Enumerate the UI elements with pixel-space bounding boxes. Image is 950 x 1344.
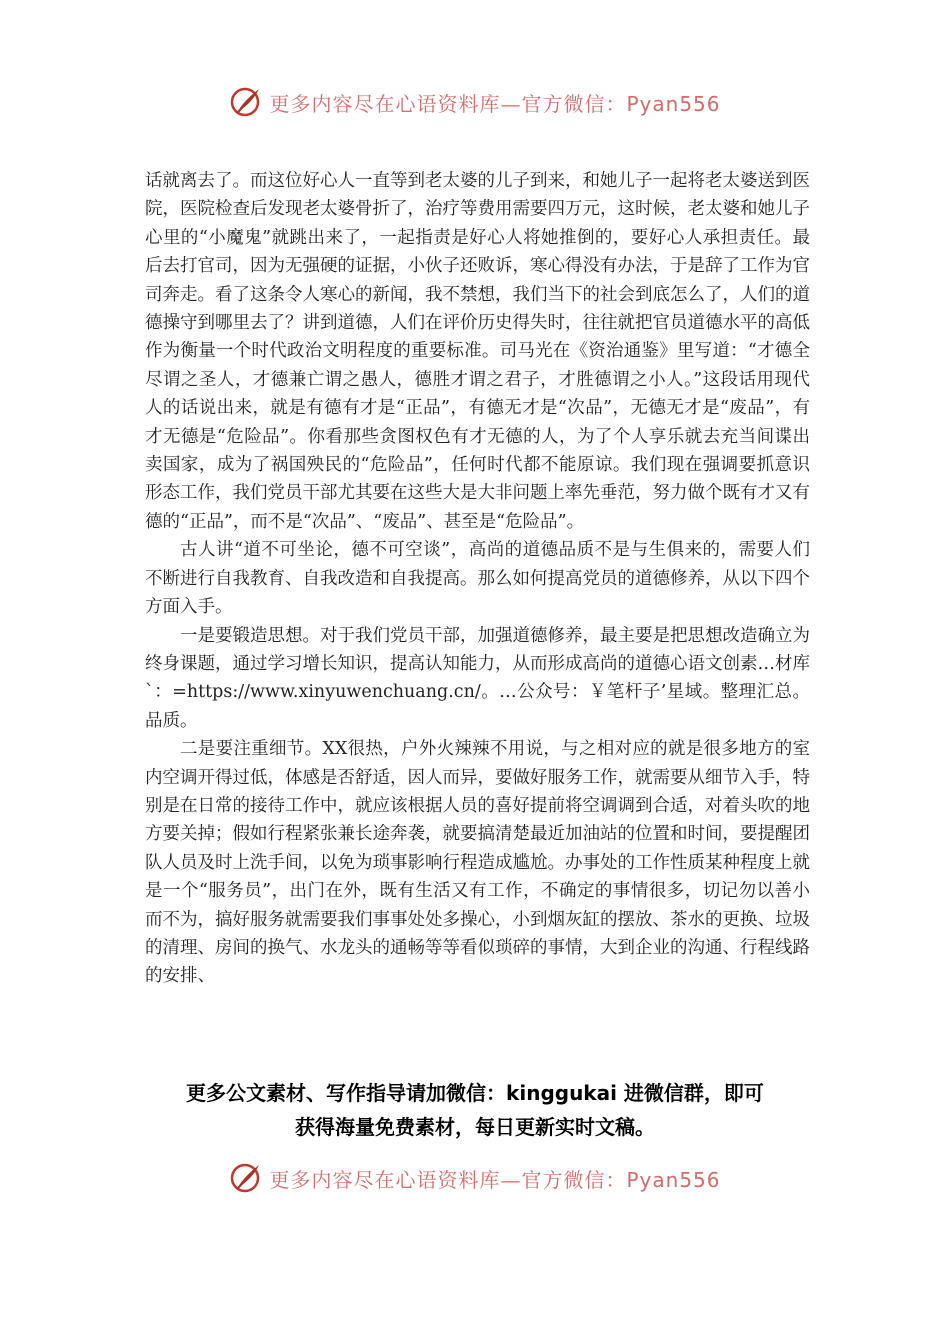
footer-wechat-id: Pyan556 <box>626 1167 721 1192</box>
promo-notice <box>120 1076 830 1144</box>
promo-line-1: 更多公文素材、写作指导请加微信：kinggukai 进微信群，即可 <box>186 1081 764 1105</box>
paragraph-1: 话就离去了。而这位好心人一直等到老太婆的儿子到来，和她儿子一起将老太婆送到医院，医院检查后发现老太婆骨折了，治疗等费用需要四万元，这时候，老太婆和她儿子心里的“小魔鬼”就跳出来了，一起指责是好心人将她推倒的，要好心人承担责任。最后去打官司，因为无强硬的证据，小伙子还败诉，寒心得没有办法，于是辞了工作为官司奔走。看了这条令人寒心的新闻，我不禁想，我们当下的社会到底怎么了，人们的道德操守到哪里去了？讲到道德，人们在评价历史得失时，往往就把官员道德水平的高低作为衡量一个时代政治文明程度的重要标准。司马光在《资治通鉴》里写道：“才德全尽谓之圣人，才德兼亡谓之愚人，德胜才谓之君子，才胜德谓之小人。”这段话用现代人的话说出来，就是有德有才是“正品”，有德无才是“次品”，无德无才是“废品”，有才无德是“危险品”。你看那些贪图权色有才无德的人，为了个人享乐就去充当间谍出卖国家，成为了祸国殃民的“危险品”，任何时代都不能原谅。我们现在强调要抓意识形态工作，我们党员干部尤其要在这些大是大非问题上率先垂范，努力做个既有才又有德的“正品”，而不是“次品”、“废品”、甚至是“危险品”。 <box>145 171 810 532</box>
footer-banner <box>0 1158 950 1198</box>
quill-logo-icon <box>229 1161 263 1195</box>
paragraph-4: 二是要注重细节。XX很热，户外火辣辣不用说，与之相对应的就是很多地方的室内空调开得过低，体感是否舒适，因人而异，要做好服务工作，就需要从细节入手，特别是在日常的接待工作中，就应该根据人员的喜好提前将空调调到合适，对着头吹的地方要关掉；假如行程紧张兼长途奔袭，就要搞清楚最近加油站的位置和时间，要提醒团队人员及时上洗手间，以免为琐事影响行程造成尴尬。办事处的工作性质某种程度上就是一个“服务员”，出门在外，既有生活又有工作，不确定的事情很多，切记勿以善小而不为，搞好服务就需要我们事事处处多操心，小到烟灰缸的摆放、茶水的更换、垃圾的清理、房间的换气、水龙头的通畅等等看似琐碎的事情，大到企业的沟通、行程线路的安排、 <box>145 739 810 987</box>
document-body <box>145 167 810 991</box>
footer-banner-text: 更多内容尽在心语资料库—官方微信：Pyan556 <box>269 1167 721 1192</box>
header-banner <box>0 82 950 122</box>
paragraph-2: 古人讲“道不可坐论，德不可空谈”，高尚的道德品质不是与生俱来的，需要人们不断进行自我教育、自我改造和自我提高。那么如何提高党员的道德修养，从以下四个方面入手。 <box>145 540 810 618</box>
header-wechat-id: Pyan556 <box>626 91 721 116</box>
paragraph-3: 一是要锻造思想。对于我们党员干部，加强道德修养，最主要是把思想改造确立为终身课题，通过学习增长知识，提高认知能力，从而形成高尚的道德心语文创素…材库`：=https://www.xinyuwenchuang.cn/。…公众号：￥笔杆子’星域。整理汇总。品质。 <box>145 625 810 731</box>
quill-logo-icon <box>229 85 263 119</box>
header-banner-text: 更多内容尽在心语资料库—官方微信：Pyan556 <box>269 91 721 116</box>
promo-line-2: 获得海量免费素材，每日更新实时文稿。 <box>295 1115 655 1139</box>
